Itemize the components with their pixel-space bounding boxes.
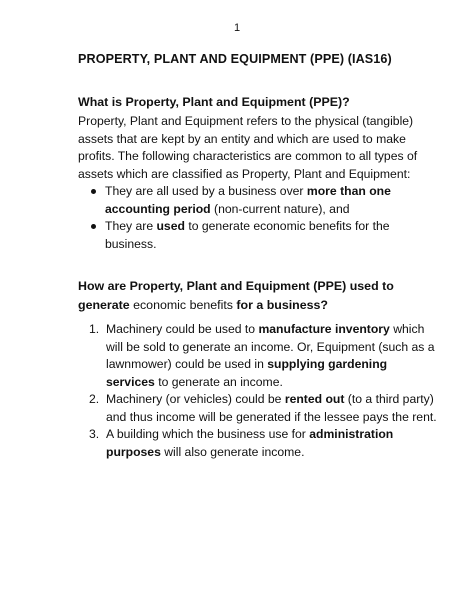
item-text: Machinery could be used to [106,322,259,336]
uses-list [78,321,438,461]
emphasis-text: rented out [284,392,345,406]
characteristics-list [78,183,438,253]
page-number: 1 [233,22,241,34]
heading-text: generate [78,298,130,312]
section-heading-what-is-ppe: What is Property, Plant and Equipment (PPE)? [78,95,350,109]
item-text: Machinery (or vehicles) could be [106,392,285,406]
definition-paragraph [78,113,438,183]
item-text: They are all used by a business over [105,184,307,198]
item-number: 1. [89,322,100,336]
list-item [78,218,438,253]
paragraph-line: profits. The following characteristics are common to all types of [78,149,418,163]
heading-text-normal: economic benefits [129,298,237,312]
item-number: 2. [89,392,100,406]
heading-text: How are Property, Plant and Equipment (PPE) used to [78,279,394,293]
item-text: (non-current nature), and [210,201,350,216]
paragraph-line: assets which are classified as Property, Plant and Equipment: [78,166,411,181]
item-text: to generate an income. [154,374,283,389]
item-text: which will be sold to generate an income. Or, Equipment (such as a lawnmower) could be used in [106,322,435,371]
list-item [78,183,438,218]
paragraph-line: Property, Plant and Equipment refers to the physical (tangible) [78,114,414,128]
emphasis-text: administration purposes [106,427,394,459]
item-text: (to a third party) and thus income will be generated if the lessee pays the rent. [106,392,437,424]
section-heading-how-used [78,277,408,315]
list-item [78,321,438,391]
emphasis-text: more than one accounting period [105,184,391,216]
item-text: will also generate income. [160,444,305,459]
item-number: 3. [89,427,100,441]
emphasis-text: used [156,219,185,233]
list-item [78,426,438,461]
document-title: PROPERTY, PLANT AND EQUIPMENT (PPE) (IAS16) [78,52,392,66]
heading-text: for a business? [236,298,328,312]
list-item [78,391,438,426]
item-text: to generate economic benefits for the business. [105,219,390,251]
emphasis-text: supplying gardening services [106,357,388,389]
paragraph-line: assets that are kept by an entity and which are used to make [78,131,406,146]
item-text: They are [105,219,157,233]
item-text: A building which the business use for [106,427,310,441]
emphasis-text: manufacture inventory [258,322,390,336]
